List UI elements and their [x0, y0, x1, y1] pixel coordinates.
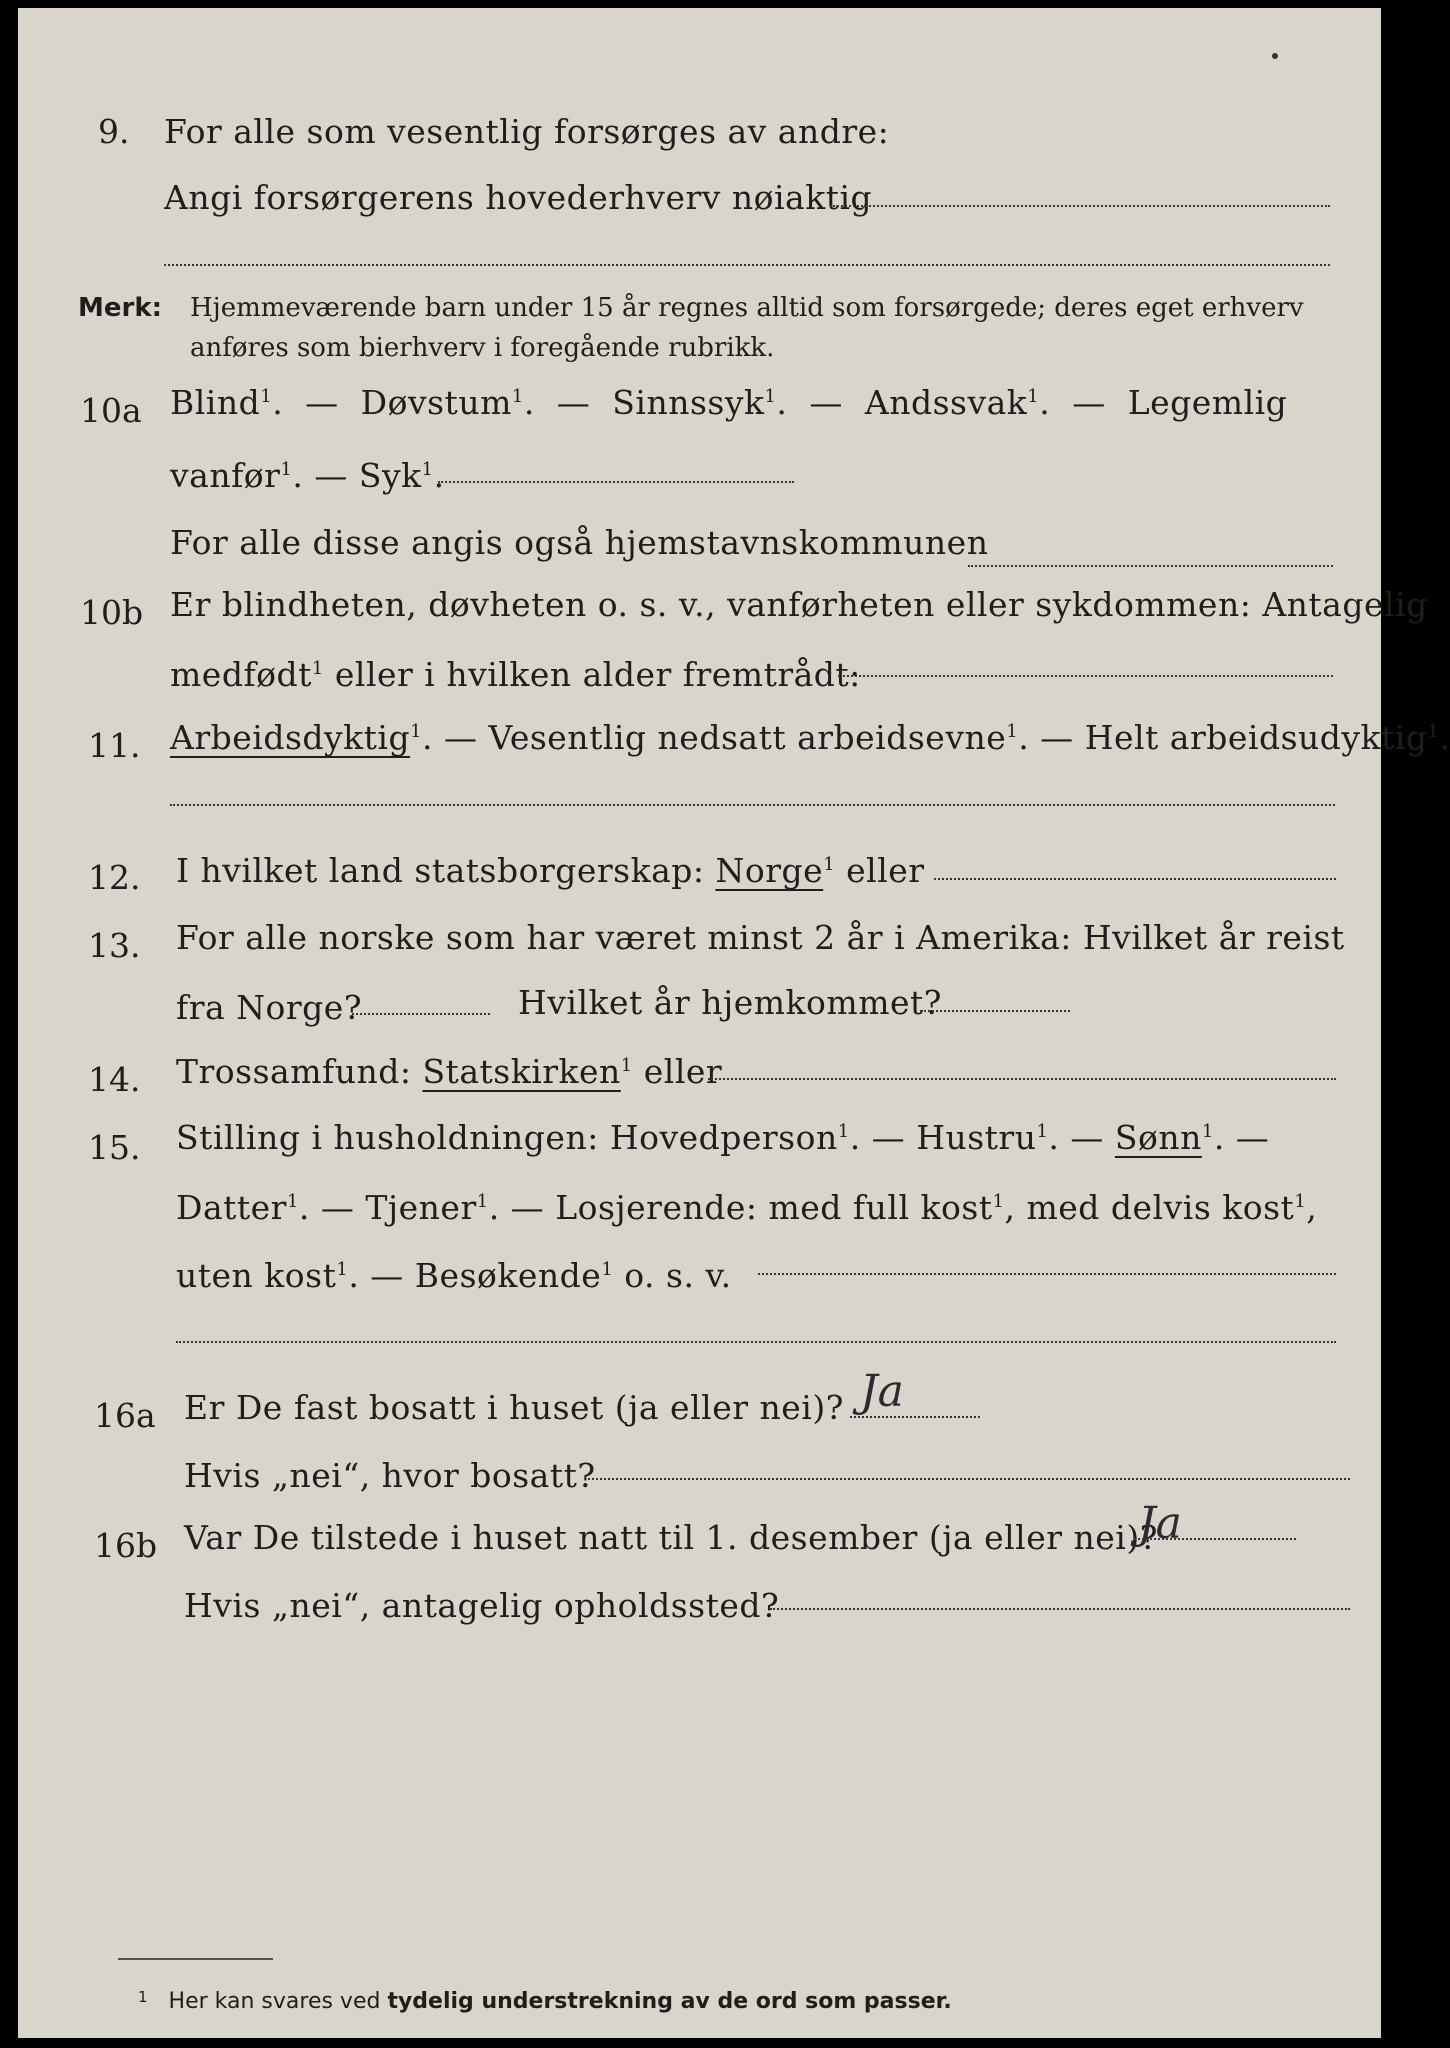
- q10a-answer-field[interactable]: [438, 481, 794, 483]
- q9-answer-field-2[interactable]: [164, 264, 1330, 266]
- footnote-ref: 1: [476, 1191, 489, 1212]
- q10a-legemlig[interactable]: Legemlig: [1127, 383, 1288, 422]
- q15-tjener[interactable]: Tjener: [365, 1188, 477, 1227]
- q12-tail: eller: [846, 851, 925, 890]
- q11-arbeidsdyktig[interactable]: Arbeidsdyktig: [170, 718, 411, 757]
- q10b-answer-field[interactable]: [838, 675, 1333, 677]
- footnote-ref: 1: [601, 1259, 614, 1280]
- q16b-answer-field[interactable]: [1134, 1538, 1296, 1540]
- footnote-mark: 1: [138, 1988, 148, 2006]
- q14-tail: eller: [643, 1052, 723, 1091]
- merk-label-text: Merk:: [78, 293, 163, 323]
- q15-number: 15.: [88, 1128, 141, 1167]
- footnote-ref: 1: [1006, 721, 1019, 742]
- q10a-dovstum[interactable]: Døvstum: [360, 383, 512, 422]
- q12-number: 12.: [88, 858, 141, 897]
- q9-line1: For alle som vesentlig forsørges av andre:: [164, 112, 890, 151]
- q15-hustru[interactable]: Hustru: [916, 1118, 1037, 1157]
- q15-uten-kost[interactable]: uten kost: [176, 1256, 337, 1295]
- q11-line: Arbeidsdyktig$^1$. — Vesentlig nedsatt arbeidsevne$^1$. — Helt arbeidsudyktig$^1$.: [170, 718, 1450, 757]
- q15-answer-field[interactable]: [758, 1273, 1336, 1275]
- q16a-line2: Hvis „nei“, hvor bosatt?: [184, 1456, 596, 1495]
- q16b-line1: Var De tilstede i huset natt til 1. desember (ja eller nei)?: [184, 1518, 1158, 1557]
- q13-line2a: fra Norge?: [176, 988, 363, 1027]
- footnote-ref: 1: [992, 1191, 1005, 1212]
- merk-line1: Hjemmeværende barn under 15 år regnes alltid som forsørgede; deres eget erhverv: [190, 293, 1304, 323]
- q16a-bosatt-field[interactable]: [588, 1478, 1350, 1480]
- merk-label: [78, 293, 162, 323]
- q16b-opholdssted-field[interactable]: [770, 1608, 1350, 1610]
- q14-answer-field[interactable]: [708, 1078, 1336, 1080]
- q15-delvis[interactable]: med delvis kost: [1026, 1188, 1295, 1227]
- q10a-line3: For alle disse angis også hjemstavnskommunen: [170, 523, 989, 562]
- q15-answer-field-2[interactable]: [176, 1341, 1336, 1343]
- q14-text: Trossamfund:: [176, 1052, 412, 1091]
- q10b-alder: eller i hvilken alder fremtrådt:: [334, 655, 861, 694]
- footnote-ref: 1: [336, 1259, 349, 1280]
- q11-nedsatt[interactable]: Vesentlig nedsatt arbeidsevne: [488, 718, 1007, 757]
- q14-line: [176, 1052, 722, 1091]
- q16b-handwritten-answer: Ja: [1138, 1498, 1182, 1549]
- q9-number: 9.: [98, 112, 130, 151]
- q15-losjerende[interactable]: Losjerende: med full kost: [555, 1188, 993, 1227]
- q15-osv: o. s. v.: [624, 1256, 732, 1295]
- q11-number: 11.: [88, 726, 141, 765]
- q15-sonn[interactable]: Sønn: [1114, 1118, 1202, 1157]
- footnote: [138, 1988, 952, 2014]
- merk-line2: anføres som bierhverv i foregående rubrikk.: [190, 333, 775, 363]
- q10a-andssvak[interactable]: Andssvak: [864, 383, 1028, 422]
- footnote-ref: 1: [837, 1121, 850, 1142]
- q15-datter[interactable]: Datter: [176, 1188, 287, 1227]
- ink-speck: [1272, 53, 1278, 59]
- q10b-line1: Er blindheten, døvheten o. s. v., vanførheten eller sykdommen: Antagelig: [170, 585, 1428, 624]
- q11-answer-field[interactable]: [170, 804, 1335, 806]
- q10b-medfodt[interactable]: medfødt: [170, 655, 312, 694]
- q13-reist-field[interactable]: [352, 1013, 490, 1015]
- q9-answer-field[interactable]: [830, 205, 1330, 207]
- q10b-line2: [170, 655, 861, 694]
- q10a-blind[interactable]: Blind: [170, 383, 261, 422]
- q10b-number: 10b: [80, 593, 144, 632]
- footnote-ref: 1: [280, 459, 293, 480]
- q10a-vanfor[interactable]: vanfør: [170, 456, 281, 495]
- q10a-syk[interactable]: Syk: [358, 456, 422, 495]
- q14-statskirken[interactable]: Statskirken: [422, 1052, 621, 1091]
- q9-line2: Angi forsørgerens hovederhverv nøiaktig: [164, 178, 873, 217]
- form-page: [18, 8, 1450, 2038]
- q16b-line2: Hvis „nei“, antagelig opholdssted?: [184, 1586, 780, 1625]
- q15-hovedperson[interactable]: Stilling i husholdningen: Hovedperson: [176, 1118, 838, 1157]
- footnote-ref: 1: [311, 658, 324, 679]
- footnote-ref: 1: [286, 1191, 299, 1212]
- q15-besokende[interactable]: Besøkende: [414, 1256, 602, 1295]
- footnote-ref: 1: [764, 386, 777, 407]
- footnote-ref: 1: [1036, 1121, 1049, 1142]
- footnote-text-a: Her kan svares ved: [168, 1989, 381, 2014]
- q13-line1: For alle norske som har været minst 2 år i Amerika: Hvilket år reist: [176, 918, 1345, 957]
- footnote-ref: 1: [421, 459, 434, 480]
- q10a-sinnssyk[interactable]: Sinnssyk: [612, 383, 765, 422]
- footnote-ref: 1: [260, 386, 273, 407]
- footnote-ref: 1: [1201, 1121, 1214, 1142]
- q10a-line1: Blind$^1$. — Døvstum$^1$. — Sinnssyk$^1$. — Andssvak$^1$. — Legemlig: [170, 383, 1288, 422]
- q13-number: 13.: [88, 926, 141, 965]
- q15-line1: Stilling i husholdningen: Hovedperson$^1$. — Hustru$^1$. — Sønn$^1$. —: [176, 1118, 1270, 1157]
- q10a-kommune-field[interactable]: [968, 565, 1333, 567]
- q11-udyktig[interactable]: Helt arbeidsudyktig: [1084, 718, 1428, 757]
- footnote-rule: [118, 1958, 273, 1960]
- footnote-ref: 1: [823, 854, 836, 875]
- footnote-ref: 1: [620, 1055, 633, 1076]
- q16b-number: 16b: [94, 1526, 158, 1565]
- footnote-ref: 1: [410, 721, 423, 742]
- footnote-ref: 1: [1294, 1191, 1307, 1212]
- q13-hjemkommet-field[interactable]: [920, 1010, 1070, 1012]
- q12-answer-field[interactable]: [934, 878, 1336, 880]
- q12-norge[interactable]: Norge: [715, 851, 824, 890]
- q14-number: 14.: [88, 1060, 141, 1099]
- q16a-handwritten-answer: Ja: [860, 1366, 904, 1417]
- q16a-line1: Er De fast bosatt i huset (ja eller nei)?: [184, 1388, 844, 1427]
- q10a-number: 10a: [80, 391, 142, 430]
- q15-line3: uten kost$^1$. — Besøkende$^1$ o. s. v.: [176, 1256, 732, 1295]
- q10a-line2: vanfør$^1$. — Syk$^1$.: [170, 456, 445, 495]
- q12-line: [176, 851, 925, 890]
- q13-line2b: Hvilket år hjemkommet?: [518, 983, 942, 1022]
- q15-line2: Datter$^1$. — Tjener$^1$. — Losjerende: med full kost$^1$, med delvis kost$^1$,: [176, 1188, 1318, 1227]
- footnote-ref: 1: [1027, 386, 1040, 407]
- footnote-ref: 1: [511, 386, 524, 407]
- q12-text: I hvilket land statsborgerskap:: [176, 851, 705, 890]
- footnote-text-b: tydelig understrekning av de ord som passer.: [387, 1989, 952, 2014]
- q16a-number: 16a: [94, 1396, 156, 1435]
- footnote-ref: 1: [1427, 721, 1440, 742]
